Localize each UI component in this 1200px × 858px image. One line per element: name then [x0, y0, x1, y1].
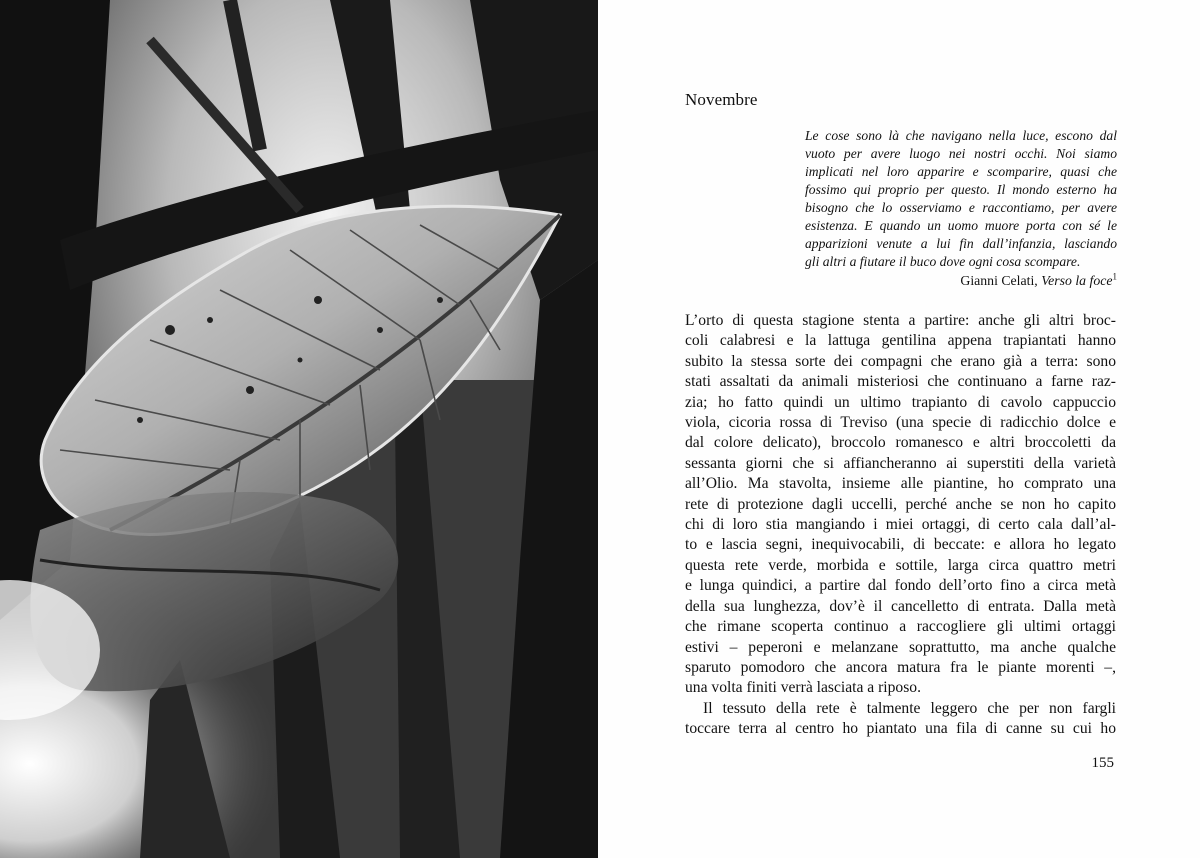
text-line: Il tessuto della rete è talmente leggero che per non fargli — [703, 699, 1116, 717]
text-line: e lunga quindici, a partire dal fondo dell’orto fino a circa metà — [685, 577, 1116, 595]
body-text — [685, 311, 1116, 740]
leaf-photo-icon — [0, 0, 598, 858]
epigraph-line: esistenza. E quando un uomo muore porta con sé le — [805, 218, 1117, 233]
text-line: chi di loro stia mangiando i miei ortaggi, di certo cala dall’al- — [685, 516, 1116, 534]
epigraph-line: apparizioni venute a lui fin dall’infanzia, lasciando — [805, 236, 1117, 251]
epigraph-work: Verso la foce — [1041, 273, 1113, 288]
text-line: della sua lunghezza, dov’è il cancelletto di entrata. Dalla metà — [685, 597, 1116, 615]
text-line: toccare terra al centro ho piantato una fila di canne su cui ho — [685, 720, 1116, 738]
text-line: viola, cicoria rossa di Treviso (una specie di radicchio dolce e — [685, 414, 1116, 432]
text-line: dal colore delicato), broccolo romanesco e altri broccoletti da — [685, 434, 1116, 452]
leaf-photo-illustration — [0, 0, 598, 858]
epigraph-line: vuoto per avere luogo nei nostri occhi. Noi siamo — [805, 146, 1117, 161]
text-line: sparuto pomodoro che ancora matura fra le piante morenti –, — [685, 658, 1116, 676]
epigraph-line: implicati nel loro apparire e scomparire, quasi che — [805, 164, 1117, 179]
chapter-title: Novembre — [685, 90, 758, 109]
text-line: rete di protezione dagli uccelli, perché anche se non ho capito — [685, 495, 1116, 513]
text-line: zia; ho fatto quindi un ultimo trapianto di cavolo cappuccio — [685, 393, 1116, 411]
epigraph-line: bisogno che lo osserviamo e raccontiamo, per avere — [805, 200, 1117, 215]
epigraph — [805, 127, 1117, 271]
text-line: stati assaltati da animali misteriosi che continuano a farne raz- — [685, 373, 1116, 391]
text-line: che rimane scoperta continuo a raccogliere gli ultimi ortaggi — [685, 618, 1116, 636]
text-line: sessanta giorni che si affiancheranno ai superstiti della varietà — [685, 454, 1116, 472]
epigraph-attribution — [805, 272, 1117, 290]
epigraph-line: gli altri a fiutare il buco dove ogni cosa scompare. — [805, 254, 1081, 269]
text-line: questa rete verde, morbida e sottile, larga circa quattro metri — [685, 556, 1116, 574]
text-line: coli calabresi e la lattuga gentilina appena trapiantati hanno — [685, 332, 1116, 350]
text-page — [598, 0, 1200, 858]
text-line: una volta finiti verrà lasciata a riposo. — [685, 679, 921, 697]
text-line: estivi – peperoni e melanzane soprattutto, ma anche qualche — [685, 638, 1116, 656]
text-line: to e lascia segni, inequivocabili, di beccate: e allora ho legato — [685, 536, 1116, 554]
text-line: subito la stessa sorte dei compagni che erano già a terra: sono — [685, 352, 1116, 370]
text-line: L’orto di questa stagione stenta a partire: anche gli altri broc- — [685, 312, 1116, 329]
text-line: all’Olio. Ma stavolta, insieme alle piantine, ho comprato una — [685, 475, 1116, 493]
footnote-marker: 1 — [1112, 271, 1117, 282]
epigraph-line: fossimo qui proprio per questo. Il mondo esterno ha — [805, 182, 1117, 197]
page-number: 155 — [1091, 755, 1114, 771]
epigraph-author: Gianni Celati, — [960, 273, 1042, 288]
epigraph-line: Le cose sono là che navigano nella luce, escono dal — [805, 128, 1117, 143]
